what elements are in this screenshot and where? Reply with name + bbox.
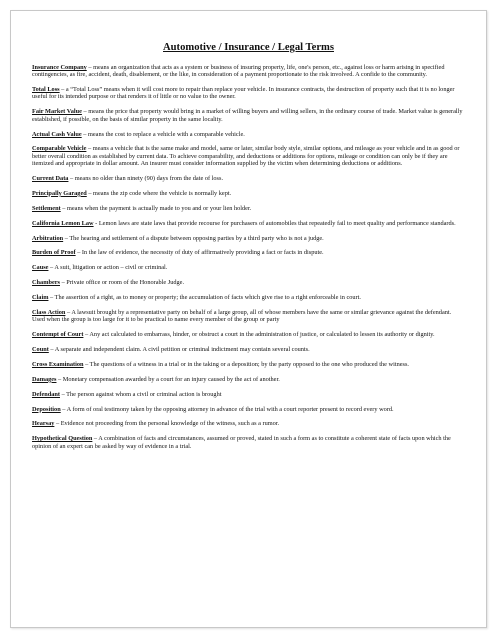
glossary-entry [32, 249, 465, 256]
glossary-entry [32, 435, 465, 450]
glossary-definition: - Lemon laws are state laws that provide recourse for purchasers of automobiles that repeatedly fail to meet quality and performance standards. [93, 219, 456, 227]
glossary-term: Claim [32, 294, 49, 302]
glossary-definition: – The questions of a witness in a trial or in the taking or a deposition; by the party opposed to the one who produced the witness. [83, 360, 410, 368]
glossary-term: Comparable Vehicle [32, 145, 87, 153]
glossary-entry [32, 391, 465, 398]
glossary-entry [32, 131, 465, 138]
glossary-term: Total Loss [32, 86, 60, 94]
glossary-entry [32, 220, 465, 227]
glossary-entry [32, 86, 465, 101]
glossary-definition: – means the cost to replace a vehicle with a comparable vehicle. [81, 130, 245, 138]
glossary-list [32, 64, 465, 450]
glossary-definition: – means when the payment is actually made to you and or your lien holder. [60, 204, 252, 212]
glossary-term: Fair Market Value [32, 108, 82, 116]
glossary-definition: – means a vehicle that is the same make and model, same or later, similar body style, similar options, and mileage as your vehicle and in as good or better overall condition as established by current data. To achieve comparability, and deductions or additions for options, mileage or condition can only be if they are itemized and appropriate in dollar amount. An insurer must consider information supplied by the victim when determining deductions or additions. [32, 145, 460, 168]
glossary-entry [32, 406, 465, 413]
glossary-entry [32, 361, 465, 368]
glossary-definition: – means an organization that acts as a system or business of insuring property, life, one's person, etc., against loss or harm arising in specified contingencies, as fire, accident, death, disablement, or the like, in consideration of a payment proportionate to the risk involved. A confide to the community. [32, 64, 445, 79]
glossary-term: Burden of Proof [32, 249, 76, 257]
glossary-term: Hypothetical Question [32, 435, 93, 443]
glossary-term: Count [32, 346, 49, 354]
glossary-entry [32, 309, 465, 324]
glossary-definition: – The hearing and settlement of a dispute between opposing parties by a third party who is not a judge. [63, 234, 324, 242]
glossary-entry [32, 346, 465, 353]
glossary-definition: – In the law of evidence, the necessity of duty of affirmatively providing a fact or facts in dispute. [75, 249, 324, 257]
glossary-entry [32, 145, 465, 167]
glossary-definition: – A suit, litigation or action – civil or criminal. [48, 264, 168, 272]
glossary-definition: – Any act calculated to embarrass, hinder, or obstruct a court in the administration of justice, or calculated to lessen its authority or dignity. [83, 331, 435, 339]
glossary-definition: – Monetary compensation awarded by a court for an injury caused by the act of another. [56, 375, 280, 383]
document-title: Automotive / Insurance / Legal Terms [163, 42, 334, 53]
glossary-definition: – Private office or room of the Honorable Judge. [60, 279, 185, 287]
glossary-term: Principally Garaged [32, 189, 87, 197]
glossary-definition: – The person against whom a civil or criminal action is brought [60, 390, 222, 398]
glossary-term: Actual Cash Value [32, 130, 82, 138]
glossary-definition: – The assertion of a right, as to money or property; the accumulation of facts which give rise to a right enforceable in court. [48, 294, 361, 302]
glossary-entry [32, 205, 465, 212]
glossary-term: Insurance Company [32, 64, 87, 71]
glossary-term: Cross Examination [32, 360, 84, 368]
glossary-entry [32, 279, 465, 286]
glossary-definition: – means no older than ninety (90) days from the date of loss. [68, 174, 224, 182]
glossary-entry [32, 420, 465, 427]
glossary-definition: – a “Total Loss” means when it will cost more to repair than replace your vehicle. In insurance contracts, the destruction of property such that it is no longer useful for its intended purpose or that renders it of little or no value to the owner. [32, 86, 455, 101]
glossary-term: Cause [32, 264, 49, 272]
glossary-entry [32, 294, 465, 301]
glossary-definition: – means the price that property would bring in a market of willing buyers and willing sellers, in the ordinary course of trade. Market value is generally established, if possible, on the basis of similar property in the same locality. [32, 108, 463, 123]
glossary-definition: – A form of oral testimony taken by the opposing attorney in advance of the trial with a court reporter present to record every word. [60, 405, 394, 413]
glossary-entry [32, 64, 465, 79]
glossary-term: Current Data [32, 174, 69, 182]
glossary-definition: – A combination of facts and circumstances, assumed or proved, stated in such a form as to constitute a coherent state of facts upon which the opinion of an expert can be asked by way of evidence in a trial. [32, 435, 451, 450]
glossary-definition: – A separate and independent claim. A civil petition or criminal indictment may contain several counts. [48, 346, 310, 354]
glossary-definition: – A lawsuit brought by a representative party on behalf of a large group, all of whose members have the same or similar grievance against the defendant. Used when the group is too large for it to be practical to name every member of the group or party [32, 308, 452, 324]
glossary-term: Hearsay [32, 420, 55, 428]
glossary-term: Class Action [32, 308, 66, 316]
glossary-entry [32, 175, 465, 182]
glossary-term: Settlement [32, 204, 61, 212]
glossary-term: Chambers [32, 279, 60, 287]
glossary-term: Deposition [32, 405, 61, 413]
document-page [10, 10, 487, 628]
glossary-term: California Lemon Law [32, 219, 94, 227]
glossary-definition: – Evidence not proceeding from the personal knowledge of the witness, such as a rumor. [54, 420, 280, 428]
glossary-definition: – means the zip code where the vehicle is normally kept. [86, 189, 232, 197]
glossary-term: Contempt of Court [32, 331, 84, 339]
glossary-entry [32, 235, 465, 242]
glossary-entry [32, 376, 465, 383]
glossary-term: Defendant [32, 390, 60, 398]
glossary-entry [32, 108, 465, 123]
glossary-term: Damages [32, 375, 57, 383]
glossary-term: Arbitration [32, 234, 64, 242]
glossary-entry [32, 264, 465, 271]
glossary-entry [32, 331, 465, 338]
glossary-entry [32, 190, 465, 197]
